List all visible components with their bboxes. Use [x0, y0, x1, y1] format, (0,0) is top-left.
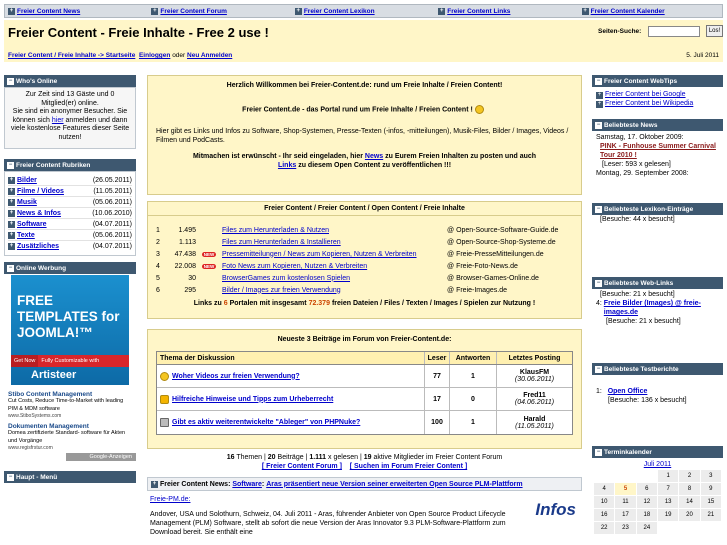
portal-number: 6	[156, 286, 160, 294]
calendar-day[interactable]: 3	[701, 470, 721, 482]
forum-search-link[interactable]: [ Suchen im Forum Freier Content ]	[349, 463, 468, 470]
whos-online-header	[4, 75, 136, 87]
calendar-day[interactable]: 1	[658, 470, 678, 482]
infos-logo: Infos	[535, 500, 576, 519]
portal-row	[148, 260, 581, 272]
nav-links[interactable]	[435, 5, 578, 17]
nav-news-label[interactable]: Freier Content News	[17, 7, 81, 15]
right-column	[592, 75, 723, 537]
calendar-day[interactable]: 6	[637, 483, 657, 495]
plus-icon: +	[439, 7, 444, 14]
calendar-day[interactable]: 22	[594, 522, 614, 534]
welcome-box	[147, 75, 582, 195]
portal-row	[148, 272, 581, 284]
ad-listing[interactable]	[4, 385, 136, 453]
login-here-link[interactable]: hier	[51, 116, 64, 124]
forum-last-date: (30.06.2011)	[514, 376, 555, 383]
forum-stat: 20	[267, 454, 276, 461]
rubrik-item[interactable]	[8, 186, 132, 197]
haupt-menu-title: Haupt - Menü	[16, 473, 58, 481]
minus-icon[interactable]: −	[596, 448, 601, 455]
calendar-day[interactable]: 2	[679, 470, 699, 482]
rubrik-label[interactable]: Musik	[17, 198, 37, 206]
portal-row	[148, 284, 581, 296]
col-last-post: Letztes Posting	[508, 354, 561, 362]
weblinks-list	[592, 289, 723, 363]
webtip-item[interactable]	[596, 99, 719, 108]
register-link[interactable]: Neu Anmelden	[187, 52, 233, 59]
current-date: 5. Juli 2011	[686, 52, 719, 59]
rubrik-item[interactable]	[8, 175, 132, 186]
breadcrumb-link[interactable]: Freier Content / Freie Inhalte -> Startseite	[8, 52, 136, 59]
portal-number: 4	[156, 262, 160, 270]
site-header	[4, 20, 723, 62]
summary-text: freien Dateien / Files / Texten / Images / Spielen zur Nutzung !	[331, 300, 536, 307]
ad-listing-text: Domea zertifizierte Standard- software für Akten und Vorgänge	[8, 430, 126, 444]
news-reads: [Leser: 593 x gelesen]	[602, 161, 671, 168]
rubrik-date: (10.06.2010)	[92, 209, 132, 217]
or-text: oder	[172, 52, 186, 59]
whos-online-line3: anmelden und dann viele kostenlose Features dieser Seite nutzen!	[10, 116, 130, 141]
webtips-list	[592, 87, 723, 111]
cta-news-link[interactable]: News	[364, 153, 384, 161]
portal-link[interactable]: Pressemitteilungen / News zum Kopieren, Nutzen & Verbreiten	[222, 250, 417, 258]
calendar-day[interactable]: 5	[615, 483, 635, 495]
lexikon-title: Beliebteste Lexikon-Einträge	[604, 205, 694, 213]
nav-lexikon-label[interactable]: Freier Content Lexikon	[303, 7, 375, 15]
summary-text: Portalen mit insgesamt	[229, 300, 307, 307]
plus-icon: +	[9, 198, 14, 205]
plus-icon: +	[9, 220, 14, 227]
minus-icon[interactable]: −	[8, 161, 13, 168]
portal-number: 1	[156, 226, 160, 234]
rubrik-item[interactable]	[8, 208, 132, 219]
calendar-day[interactable]: 12	[637, 496, 657, 508]
rubriken-header	[4, 159, 136, 171]
minus-icon[interactable]: −	[596, 365, 601, 372]
rubrik-date: (05.06.2011)	[92, 198, 132, 206]
forum-last-user[interactable]: Harald	[523, 415, 546, 423]
col-answers: Antworten	[450, 352, 497, 364]
portal-number: 2	[156, 238, 160, 246]
whos-online-line2: Sie sind ein anonymer Besucher. Sie können sich	[12, 108, 128, 124]
lexikon-visits: [Besuche: 44 x besucht]	[600, 216, 675, 223]
calendar-empty	[594, 470, 614, 482]
webtip-link[interactable]: Freier Content bei Google	[605, 91, 686, 98]
news-date: Montag, 29. September 2008:	[596, 170, 689, 177]
portal-site: Freie-PresseMitteilungen.de	[456, 250, 544, 258]
new-badge: NEW	[203, 251, 215, 257]
weblinks-title: Beliebteste Web-Links	[604, 279, 674, 287]
kalender-header	[592, 446, 723, 458]
joomla-ad-banner[interactable]	[11, 275, 129, 385]
calendar-day[interactable]: 17	[615, 509, 635, 521]
rubrik-date: (11.05.2011)	[93, 187, 132, 195]
testberichte-title: Beliebteste Testberichte	[604, 365, 679, 373]
ad-listing-text: Cut Costs, Reduce Time-to-Market with leading PIM & MDM software	[8, 398, 124, 412]
plus-icon: +	[153, 7, 157, 14]
portal-number: 3	[156, 250, 160, 258]
forum-topic-link[interactable]: Gibt es aktiv weiterentwickelte "Ableger" von PHPNuke?	[172, 419, 361, 426]
whos-online-line1: Zur Zeit sind 13 Gäste und 0 Mitglied(er) online.	[25, 91, 115, 107]
portal-site: Browser-Games-Online.de	[456, 274, 539, 282]
search-label: Seiten-Suche:	[598, 28, 642, 35]
plus-icon: +	[583, 7, 587, 14]
news-source-link[interactable]: Freie-PM.de:	[150, 496, 191, 503]
ad-brand: Artisteer	[31, 369, 77, 381]
plus-icon: +	[9, 243, 14, 249]
rubrik-item[interactable]	[8, 197, 132, 208]
at-sign: @	[447, 226, 455, 234]
minus-icon[interactable]: −	[596, 279, 601, 286]
rubriken-title: Freier Content Rubriken	[16, 161, 91, 169]
nav-links-label[interactable]: Freier Content Links	[447, 7, 511, 15]
plus-icon: +	[9, 209, 14, 216]
welcome-cta	[156, 153, 573, 170]
portal-number: 5	[156, 274, 160, 282]
calendar-day[interactable]: 14	[679, 496, 699, 508]
portal-site: Open-Source-Shop-Systeme.de	[456, 238, 556, 246]
whos-online-title: Who's Online	[16, 77, 58, 85]
webtip-item[interactable]	[596, 90, 719, 99]
portal-count: 1.495	[178, 226, 196, 234]
forum-table	[156, 351, 573, 435]
forum-table-header	[157, 352, 572, 365]
forum-stat-text: x gelesen |	[328, 454, 362, 461]
rubrik-label[interactable]: Texte	[17, 231, 35, 239]
forum-topic-link[interactable]: Hilfreiche Hinweise und Tipps zum Urheberrecht	[172, 395, 334, 403]
nav-kalender[interactable]	[579, 5, 722, 17]
news-body	[147, 491, 582, 541]
forum-heading: Neueste 3 Beiträge im Forum von Freier-Content.de:	[277, 336, 452, 343]
smiley-icon	[160, 372, 169, 381]
summary-portal-count: 6	[223, 300, 228, 307]
calendar-day[interactable]: 4	[594, 483, 614, 495]
weblink-rank: 4:	[596, 300, 602, 307]
ad-listing-url[interactable]: www.StiboSystems.com	[8, 413, 62, 419]
werbung-header	[4, 262, 136, 274]
kalender-title: Terminkalender	[604, 448, 652, 456]
at-sign: @	[447, 286, 455, 294]
calendar-day[interactable]: 19	[658, 509, 678, 521]
nav-forum[interactable]	[148, 5, 291, 17]
calendar-day[interactable]: 18	[637, 509, 657, 521]
summary-total: 72.379	[308, 300, 330, 307]
forum-answers: 0	[450, 388, 497, 410]
left-column	[4, 75, 136, 483]
rubrik-item[interactable]	[8, 219, 132, 230]
portal-count: 1.113	[179, 238, 196, 246]
search-input[interactable]	[648, 26, 700, 37]
minus-icon[interactable]: −	[8, 473, 13, 480]
calendar-day[interactable]: 8	[679, 483, 699, 495]
google-ads-label[interactable]: Google-Anzeigen	[66, 453, 136, 461]
lexikon-list	[592, 215, 723, 277]
portal-row	[148, 248, 581, 260]
portal-link[interactable]: Files zum Herunterladen & Installieren	[222, 238, 341, 246]
portal-link[interactable]: BrowserGames zum kostenlosen Spielen	[222, 274, 351, 282]
nav-kalender-label[interactable]: Freier Content Kalender	[590, 7, 665, 15]
at-sign: @	[447, 262, 455, 270]
ad-listing-title[interactable]: Stibo Content Management	[8, 391, 93, 398]
rubrik-label[interactable]: Software	[17, 220, 47, 228]
plus-icon: +	[9, 176, 14, 183]
news-date: Samstag, 17. Oktober 2009:	[596, 134, 684, 141]
haupt-menu-header	[4, 471, 136, 483]
plus-icon: +	[9, 7, 14, 14]
portal-count: 30	[188, 274, 196, 282]
calendar-day[interactable]: 21	[701, 509, 721, 521]
ad-listing-url[interactable]: www.regisfrstur.com	[8, 445, 53, 451]
forum-stat-text: aktive Mitglieder im Freier Content Forum	[373, 454, 503, 461]
portal-link[interactable]: Files zum Herunterladen & Nutzen	[222, 226, 329, 234]
rubrik-item[interactable]	[8, 241, 132, 252]
table-row[interactable]	[157, 365, 572, 388]
minus-icon[interactable]: −	[596, 205, 601, 212]
test-visits: [Besuche: 136 x besucht]	[608, 397, 687, 404]
summary-text: Links zu	[193, 300, 222, 307]
weblink-link[interactable]: Freie Bilder (Images) @ freie-images.de	[603, 300, 701, 316]
test-link[interactable]: Open Office	[607, 388, 648, 395]
at-sign: @	[447, 274, 455, 282]
minus-icon[interactable]: −	[8, 77, 13, 84]
cta-text: zu diesem Open Content zu veröffentlichen !!!	[298, 161, 452, 169]
calendar-month[interactable]: Juli 2011	[643, 461, 672, 468]
breadcrumb	[8, 52, 232, 59]
table-row[interactable]	[157, 411, 572, 434]
calendar-empty	[615, 470, 635, 482]
news-category-link[interactable]: Software	[232, 480, 262, 488]
computer-icon	[160, 418, 169, 427]
forum-answers: 1	[450, 411, 497, 434]
forum-link[interactable]: [ Freier Content Forum ]	[261, 463, 342, 470]
nav-lexikon[interactable]	[292, 5, 435, 17]
calendar-day[interactable]: 20	[679, 509, 699, 521]
rubrik-label[interactable]: News & Infos	[17, 209, 61, 217]
forum-stat: 1.111	[309, 454, 327, 461]
ad-headline: FREE TEMPLATES for JOOMLA!™	[17, 293, 120, 340]
webtips-header	[592, 75, 723, 87]
portal-row	[148, 224, 581, 236]
calendar-day[interactable]: 10	[594, 496, 614, 508]
rubrik-date: (04.07.2011)	[92, 243, 132, 250]
cta-links-link[interactable]: Links	[277, 161, 297, 169]
plus-icon: +	[597, 101, 602, 107]
ad-listing-title[interactable]: Dokumenten Management	[8, 423, 89, 430]
cta-text: Mitmachen ist erwünscht - Ihr seid eingeladen, hier	[192, 153, 363, 161]
webtip-link[interactable]: Freier Content bei Wikipedia	[605, 100, 694, 107]
rubrik-date: (05.06.2011)	[92, 231, 132, 239]
portal-site: Freie-Foto-News.de	[456, 262, 518, 270]
forum-last-user[interactable]: Fred11	[523, 392, 546, 399]
forum-box	[147, 329, 582, 449]
rubrik-label[interactable]: Zusätzliches	[17, 243, 60, 250]
werbung-body	[4, 275, 136, 461]
new-badge: NEW	[203, 263, 215, 269]
minus-icon[interactable]: −	[596, 77, 601, 84]
welcome-subheading: Freier Content.de - das Portal rund um Freie Inhalte / Freien Content !	[242, 105, 473, 113]
rubrik-item[interactable]	[8, 230, 132, 241]
main-content	[147, 75, 582, 541]
portals-box	[147, 201, 582, 319]
portal-site: Freie-Images.de	[456, 286, 508, 294]
login-link[interactable]: Einloggen	[138, 52, 171, 59]
popular-news-header	[592, 119, 723, 131]
arrow-icon	[160, 395, 169, 404]
kalender-body	[592, 458, 723, 537]
news-text: Andover, USA und Solothurn, Schweiz, 04. Juli 2011 - Aras, führender Anbieter von Open Source Product Lifecycle Management (PLM) Software, stellt ab sofort die neue Version der Aras Innovator 9.3 PLM-Software-Plattform zum Download bereit. Sie enthält eine	[150, 511, 506, 536]
weblink-visits: [Besuche: 21 x besucht]	[600, 291, 675, 298]
calendar-day[interactable]: 7	[658, 483, 678, 495]
plus-icon: +	[9, 231, 14, 238]
forum-stats	[147, 453, 582, 471]
portal-link[interactable]: Foto News zum Kopieren, Nutzen & Verbreiten	[222, 262, 368, 270]
news-title-link[interactable]: Aras präsentiert neue Version seiner erweiterten Open Source PLM-Plattform	[266, 480, 523, 488]
forum-topic-link[interactable]: Woher Videos zur freien Verwendung?	[172, 372, 300, 380]
lexikon-header	[592, 203, 723, 215]
calendar-day[interactable]: 9	[701, 483, 721, 495]
portal-count: 22.008	[174, 262, 196, 270]
calendar-day[interactable]: 13	[658, 496, 678, 508]
at-sign: @	[447, 238, 455, 246]
news-label: Freier Content News:	[160, 480, 231, 488]
popular-news-link[interactable]: PINK - Funhouse Summer Carnival Tour 2010 !	[600, 143, 716, 159]
rubrik-label[interactable]: Filme / Videos	[17, 187, 64, 195]
rubriken-list	[4, 171, 136, 256]
popular-news-title: Beliebteste News	[604, 121, 658, 129]
ad-get-now[interactable]: Get Now	[11, 355, 38, 367]
portal-count: 47.438	[174, 250, 196, 258]
calendar-grid	[594, 470, 721, 534]
news-header: + Freier Content News: Software : Aras präsentiert neue Version seiner erweiterten Open Source PLM-Plattform	[147, 477, 582, 491]
calendar-day[interactable]: 16	[594, 509, 614, 521]
weblinks-header	[592, 277, 723, 289]
calendar-day[interactable]: 11	[615, 496, 635, 508]
cta-text: zu Eurem Freien Inhalten zu posten und auch	[385, 153, 537, 161]
werbung-title: Online Werbung	[16, 264, 67, 272]
forum-last-user[interactable]: KlausFM	[519, 369, 550, 376]
site-title: Freier Content - Freie Inhalte - Free 2 use !	[8, 25, 269, 40]
plus-icon: +	[9, 187, 14, 194]
search-button[interactable]: Los!	[706, 25, 723, 37]
calendar-day[interactable]: 15	[701, 496, 721, 508]
rubrik-date: (04.07.2011)	[92, 220, 132, 228]
calendar-empty	[637, 470, 657, 482]
plus-icon: +	[152, 480, 157, 487]
testberichte-header	[592, 363, 723, 375]
portals-heading: Freier Content / Freier Content / Open Content / Freie Inhalte	[148, 202, 581, 216]
forum-readers: 17	[425, 388, 450, 410]
welcome-body: Hier gibt es Links und Infos zu Software, Shop-Systemen, Presse-Texten (-infos, -mitteilungen), Musik-Files, Bilder / Images, Videos / Filmen und PodCasts.	[156, 128, 569, 144]
test-rank: 1:	[596, 388, 602, 395]
minus-icon[interactable]: −	[8, 264, 13, 271]
testberichte-list	[592, 375, 723, 446]
smiley-icon	[475, 105, 484, 114]
plus-icon: +	[296, 7, 301, 14]
ad-strip	[11, 355, 129, 367]
at-sign: @	[447, 250, 455, 258]
forum-answers: 1	[450, 365, 497, 387]
webtips-title: Freier Content WebTips	[604, 77, 678, 85]
forum-readers: 100	[425, 411, 450, 434]
nav-forum-label[interactable]: Freier Content Forum	[160, 7, 227, 15]
col-topic: Thema der Diskussion	[157, 352, 425, 364]
weblink-visits: [Besuche: 21 x besucht]	[606, 318, 681, 325]
portals-summary	[148, 300, 581, 307]
calendar-day[interactable]: 24	[637, 522, 657, 534]
col-readers: Leser	[425, 352, 450, 364]
minus-icon[interactable]: −	[596, 121, 601, 128]
forum-last-date: (11.05.2011)	[515, 422, 554, 430]
portal-row	[148, 236, 581, 248]
forum-stat-text: Beiträge |	[277, 454, 308, 461]
plus-icon: +	[597, 92, 602, 98]
welcome-heading: Herzlich Willkommen bei Freier-Content.de: rund um Freie Inhalte / Freien Content!	[226, 82, 503, 89]
top-navigation	[4, 4, 723, 18]
nav-news[interactable]	[5, 5, 148, 17]
whos-online-body	[4, 87, 136, 149]
calendar-day[interactable]: 23	[615, 522, 635, 534]
rubrik-label[interactable]: Bilder	[17, 176, 37, 184]
forum-last-date: (04.06.2011)	[514, 399, 555, 406]
portal-link[interactable]: Bilder / Images zur freien Verwendung	[222, 286, 341, 294]
rubrik-date: (26.05.2011)	[92, 176, 132, 184]
forum-stat: 16	[226, 454, 235, 461]
portal-site: Open-Source-Software-Guide.de	[456, 226, 559, 234]
ad-strip-text: Fully Customizable with	[41, 358, 100, 364]
forum-readers: 77	[425, 365, 450, 387]
forum-stat: 19	[363, 454, 372, 461]
forum-stat-text: Themen |	[236, 454, 266, 461]
popular-news-list	[592, 131, 723, 199]
portal-count: 295	[184, 286, 196, 294]
table-row[interactable]	[157, 388, 572, 411]
